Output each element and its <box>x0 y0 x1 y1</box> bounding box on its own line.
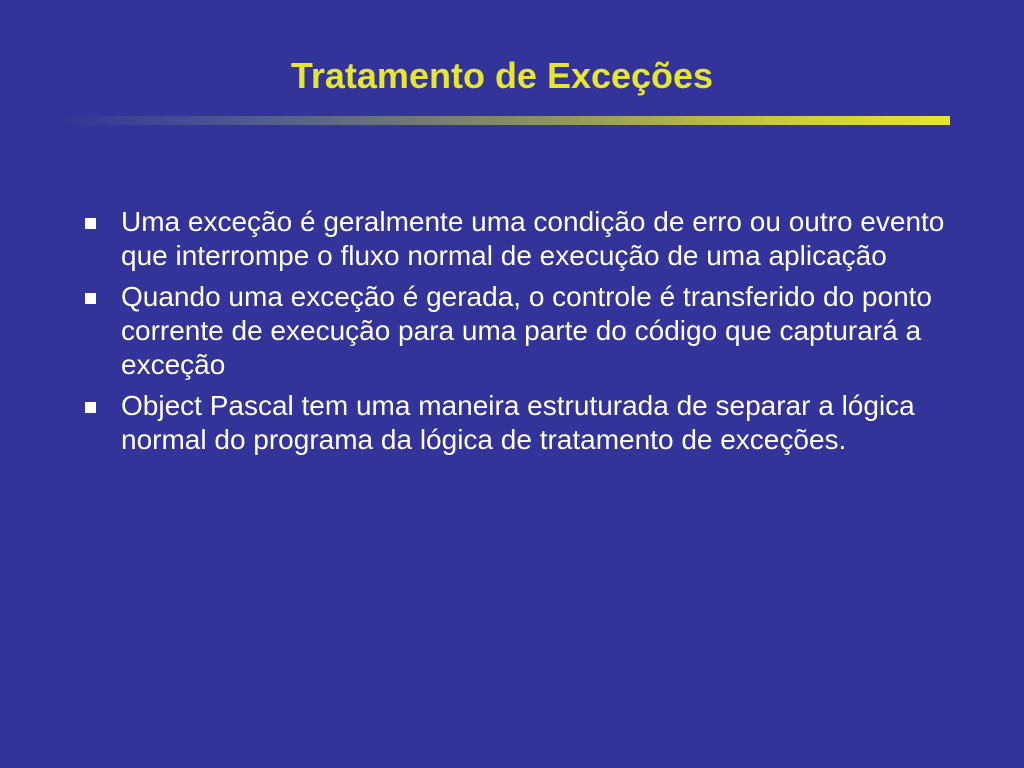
bullet-item <box>82 205 962 273</box>
square-bullet-icon <box>85 402 96 413</box>
bullet-text: Quando uma exceção é gerada, o controle é transferido do ponto corrente de execução para uma parte do código que capturará a exceção <box>121 281 932 380</box>
bullet-item <box>82 389 962 457</box>
bullet-item <box>82 280 962 382</box>
bullet-list <box>82 205 962 464</box>
title-underline-rule <box>60 116 950 125</box>
bullet-text: Uma exceção é geralmente uma condição de erro ou outro evento que interrompe o fluxo normal de execução de uma aplicação <box>121 206 945 271</box>
square-bullet-icon <box>85 218 96 229</box>
square-bullet-icon <box>85 293 96 304</box>
slide-title: Tratamento de Exceções <box>290 55 714 96</box>
bullet-text: Object Pascal tem uma maneira estruturada de separar a lógica normal do programa da lógica de tratamento de exceções. <box>121 390 915 455</box>
